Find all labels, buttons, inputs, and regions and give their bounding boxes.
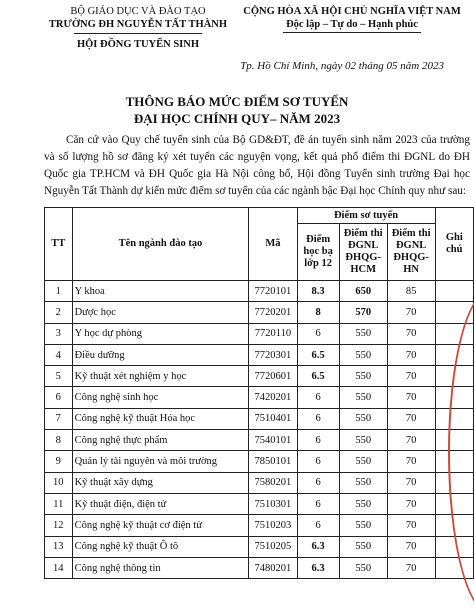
program-code: 7420201 [249,387,297,408]
hn-score: 70 [387,323,435,344]
program-code: 7720101 [249,281,297,302]
header-program-name: Tên ngành đào tạo [72,208,249,281]
header-right-divider [283,32,421,33]
program-name: Công nghệ kỹ thuật Hóa học [72,408,249,429]
hcm-score: 550 [339,515,387,536]
hn-score: 70 [387,387,435,408]
program-code: 7850101 [249,451,297,472]
header-transcript-score: Điểm học bạ lớp 12 [297,224,339,281]
transcript-score: 6.5 [297,344,339,365]
hn-score: 70 [387,515,435,536]
row-number: 13 [45,536,73,557]
hn-score: 70 [387,408,435,429]
council-name: HỘI ĐỒNG TUYỂN SINH [76,39,200,50]
ministry-name: BỘ GIÁO DỤC VÀ ĐÀO TẠO [70,6,206,17]
table-row [45,281,474,302]
hn-score: 70 [387,557,435,578]
hn-score: 70 [387,493,435,514]
row-number: 12 [45,515,73,536]
transcript-score: 8 [297,302,339,323]
transcript-score: 6 [297,323,339,344]
table-row [45,451,474,472]
transcript-score: 6 [297,493,339,514]
header-left [44,5,232,51]
program-name: Kỹ thuật xây dựng [72,472,249,493]
row-number: 10 [45,472,73,493]
hn-score: 70 [387,302,435,323]
document-subtitle: ĐẠI HỌC CHÍNH QUY– NĂM 2023 [133,111,341,126]
hn-score: 70 [387,344,435,365]
program-name: Y khoa [72,281,249,302]
table-row [45,302,474,323]
transcript-score: 6 [297,451,339,472]
program-name: Điều dưỡng [72,344,249,365]
country-name: CỘNG HÒA XÃ HỘI CHỦ NGHĨA VIỆT NAM [243,6,461,17]
program-code: 7720110 [249,323,297,344]
table-row [45,323,474,344]
table-row [45,366,474,387]
program-code: 7480201 [249,557,297,578]
row-number: 8 [45,430,73,451]
hcm-score: 650 [339,281,387,302]
row-number: 3 [45,323,73,344]
hcm-score: 550 [339,366,387,387]
row-number: 4 [45,344,73,365]
transcript-score: 8.3 [297,281,339,302]
program-name: Kỹ thuật xét nghiệm y học [72,366,249,387]
transcript-score: 6.3 [297,536,339,557]
transcript-score: 6.3 [297,557,339,578]
transcript-score: 6 [297,472,339,493]
hn-score: 70 [387,366,435,387]
row-number: 7 [45,408,73,429]
program-name: Công nghệ sinh học [72,387,249,408]
national-motto: Độc lập – Tự do – Hạnh phúc [286,19,418,30]
program-code: 7720601 [249,366,297,387]
transcript-score: 6 [297,515,339,536]
hn-score: 70 [387,536,435,557]
hcm-score: 550 [339,557,387,578]
hcm-score: 550 [339,408,387,429]
hcm-score: 550 [339,323,387,344]
program-code: 7540101 [249,430,297,451]
scores-table [44,207,474,579]
row-number: 11 [45,493,73,514]
hn-score: 85 [387,281,435,302]
program-name: Công nghệ thực phẩm [72,430,249,451]
program-name: Quản lý tài nguyên và môi trường [72,451,249,472]
transcript-score: 6 [297,430,339,451]
row-number: 9 [45,451,73,472]
hcm-score: 550 [339,430,387,451]
hcm-score: 550 [339,344,387,365]
place-date: Tp. Hồ Chí Minh, ngày 02 tháng 05 năm 2023 [240,60,444,72]
program-name: Y học dự phòng [72,323,249,344]
header-hcm-score: Điểm thi ĐGNL ĐHQG-HCM [339,224,387,281]
header-code: Mã [249,208,297,281]
table-row [45,408,474,429]
table-row [45,536,474,557]
program-code: 7720201 [249,302,297,323]
program-code: 7580201 [249,472,297,493]
table-row [45,557,474,578]
row-number: 2 [45,302,73,323]
hn-score: 70 [387,430,435,451]
document-title: THÔNG BÁO MỨC ĐIỂM SƠ TUYỂN [125,94,349,109]
transcript-score: 6 [297,408,339,429]
hn-score: 70 [387,472,435,493]
intro-paragraph: Căn cứ vào Quy chế tuyển sinh của Bộ GD&ĐT, đề án tuyển sinh năm 2023 của trường và số lượng hồ sơ đăng ký xét tuyển các nguyện vọng, kết quả phổ điểm thi ĐGNL do ĐH Quốc gia TP.HCM và ĐH Quốc gia Hà Nội công bố, Hội đồng Tuyển sinh trường Đại học Nguyễn Tất Thành dự kiến mức điểm sơ tuyển của các ngành bậc Đại học Chính quy như sau: [44,134,470,197]
row-number: 5 [45,366,73,387]
program-name: Kỹ thuật điện, điện tử [72,493,249,514]
row-number: 14 [45,557,73,578]
hcm-score: 550 [339,451,387,472]
hcm-score: 550 [339,536,387,557]
header-right [236,5,468,33]
hcm-score: 550 [339,472,387,493]
hn-score: 70 [387,451,435,472]
table-row [45,387,474,408]
program-name: Công nghệ kỹ thuật cơ điện tử [72,515,249,536]
hcm-score: 550 [339,493,387,514]
row-number: 1 [45,281,73,302]
header-note: Ghi chú [435,208,473,281]
program-code: 7510401 [249,408,297,429]
transcript-score: 6.5 [297,366,339,387]
note-cell [435,281,473,302]
header-left-divider [74,33,202,34]
program-name: Công nghệ kỹ thuật Ô tô [72,536,249,557]
row-number: 6 [45,387,73,408]
program-code: 7510301 [249,493,297,514]
hcm-score: 550 [339,387,387,408]
header-hn-score: Điểm thi ĐGNL ĐHQG-HN [387,224,435,281]
transcript-score: 6 [297,387,339,408]
program-code: 7510205 [249,536,297,557]
header-score-group: Điểm sơ tuyển [297,208,435,224]
score-rows [45,281,474,579]
table-row [45,430,474,451]
header-tt: TT [45,208,73,281]
university-name: TRƯỜNG ĐH NGUYỄN TẤT THÀNH [48,19,228,30]
program-name: Công nghệ thông tin [72,557,249,578]
program-code: 7720301 [249,344,297,365]
table-row [45,515,474,536]
table-row [45,344,474,365]
hcm-score: 570 [339,302,387,323]
program-code: 7510203 [249,515,297,536]
table-row [45,493,474,514]
table-row [45,472,474,493]
program-name: Dược học [72,302,249,323]
